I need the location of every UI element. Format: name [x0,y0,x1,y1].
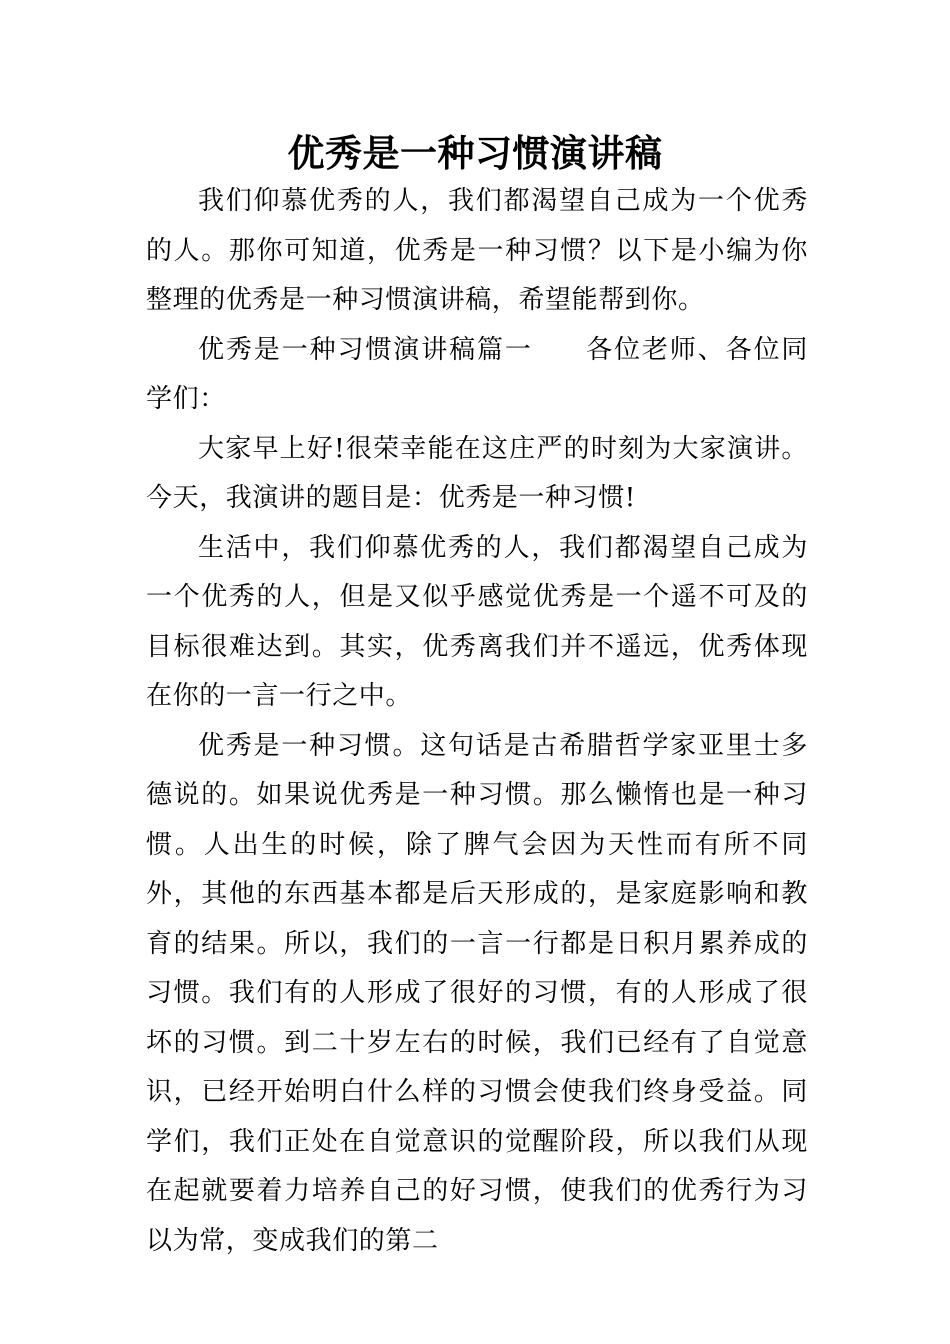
body-paragraph-1: 大家早上好!很荣幸能在这庄严的时刻为大家演讲。今天，我演讲的题目是：优秀是一种习惯! [146,433,808,513]
body-paragraph-3: 优秀是一种习惯。这句话是古希腊哲学家亚里士多德说的。如果说优秀是一种习惯。那么懒惰也是一种习惯。人出生的时候，除了脾气会因为天性而有所不同外，其他的东西基本都是后天形成的，是家庭影响和教育的结果。所以，我们的一言一行都是日积月累养成的习惯。我们有的人形成了很好的习惯，有的人形成了很坏的习惯。到二十岁左右的时候，我们已经有了自觉意识，已经开始明白什么样的习惯会使我们终身受益。同学们，我们正处在自觉意识的觉醒阶段，所以我们从现在起就要着力培养自己的好习惯，使我们的优秀行为习以为常，变成我们的第二 [146,730,808,1256]
section-heading-paragraph [146,326,808,425]
document-body [146,177,808,1266]
body-paragraph-2: 生活中，我们仰慕优秀的人，我们都渴望自己成为一个优秀的人，但是又似乎感觉优秀是一个遥不可及的目标很难达到。其实，优秀离我们并不遥远，优秀体现在你的一言一行之中。 [146,532,808,711]
intro-paragraph: 我们仰慕优秀的人，我们都渴望自己成为一个优秀的人。那你可知道，优秀是一种习惯？以下是小编为你整理的优秀是一种习惯演讲稿，希望能帮到你。 [146,186,808,315]
section-heading: 优秀是一种习惯演讲稿篇一 [198,334,533,365]
document-title: 优秀是一种习惯演讲稿 [287,131,663,175]
salutation: 各位老师、各位同学们： [146,334,808,414]
